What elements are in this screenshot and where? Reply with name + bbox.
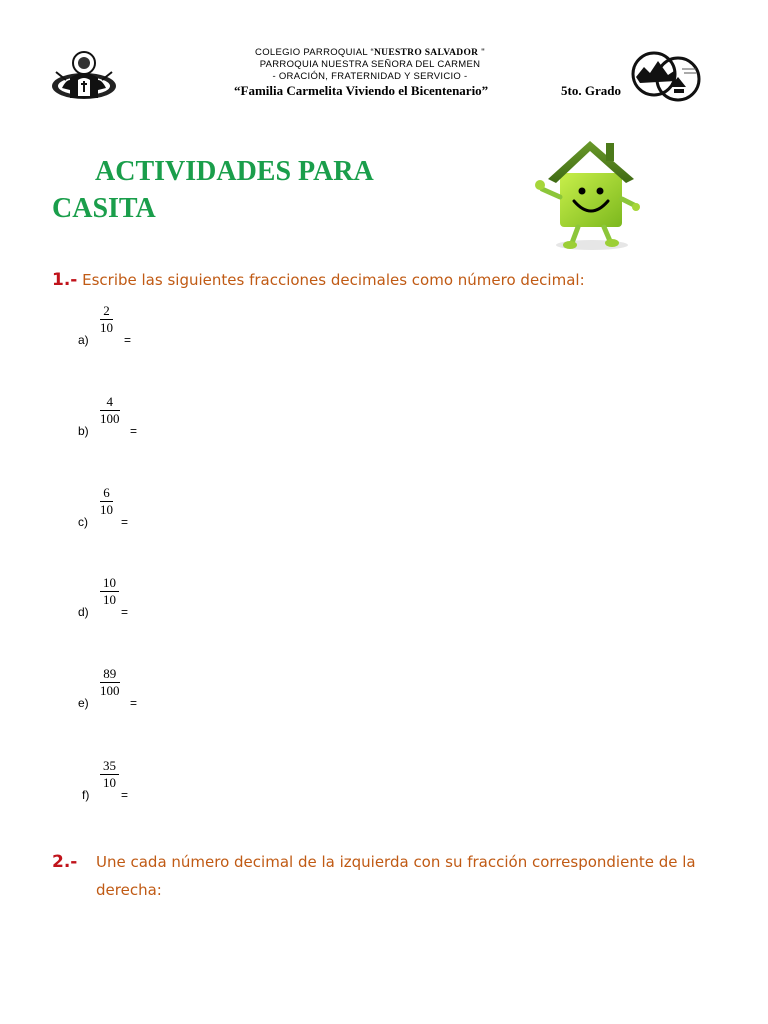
equals-sign: = [130, 696, 138, 710]
fraction [100, 758, 119, 790]
item-label: e) [78, 696, 89, 710]
fraction [100, 575, 119, 607]
numerator: 10 [100, 575, 119, 592]
question-2-number: 2.- [52, 852, 78, 872]
fraction [100, 485, 113, 517]
question-2-text: Une cada número decimal de la izquierda con su fracción correspondiente de la derecha: [96, 853, 696, 899]
equals-sign: = [121, 605, 129, 619]
item-label: f) [82, 788, 90, 802]
equals-sign: = [121, 788, 129, 802]
smiling-house-mascot-icon [530, 135, 645, 253]
numerator: 35 [100, 758, 119, 775]
header-school-name [190, 47, 550, 59]
denominator: 10 [100, 320, 113, 335]
numerator: 4 [100, 394, 120, 411]
header-school-prefix: COLEGIO PARROQUIAL “ [255, 47, 374, 58]
denominator: 100 [100, 411, 120, 426]
title-line-2: CASITA [52, 193, 156, 224]
title-line-1: ACTIVIDADES PARA [95, 156, 374, 187]
right-logo [630, 47, 702, 103]
question-2 [52, 848, 732, 899]
fraction [100, 303, 113, 335]
item-label: d) [78, 605, 89, 619]
header-school-title: NUESTRO SALVADOR [374, 48, 479, 58]
numerator: 2 [100, 303, 113, 320]
header-values: - ORACIÓN, FRATERNIDAD Y SERVICIO - [272, 71, 468, 82]
numerator: 89 [100, 666, 120, 683]
school-seal-icon [630, 47, 702, 103]
fraction [100, 394, 120, 426]
denominator: 100 [100, 683, 120, 698]
item-label: b) [78, 424, 89, 438]
header-school-suffix: " [478, 47, 485, 58]
fraction [100, 666, 120, 698]
header-motto: “Familia Carmelita Viviendo el Bicentenario” [234, 83, 489, 98]
question-1 [52, 270, 585, 290]
item-label: c) [78, 515, 88, 529]
parish-saint-emblem-icon [48, 46, 120, 102]
house-illustration [530, 135, 645, 253]
numerator: 6 [100, 485, 113, 502]
denominator: 10 [100, 502, 113, 517]
equals-sign: = [124, 333, 132, 347]
denominator: 10 [103, 775, 116, 790]
equals-sign: = [121, 515, 129, 529]
header-grade: 5to. Grado [561, 83, 621, 98]
equals-sign: = [130, 424, 138, 438]
item-label: a) [78, 333, 89, 347]
header-parish: PARROQUIA NUESTRA SEÑORA DEL CARMEN [259, 59, 481, 70]
question-1-number: 1.- [52, 270, 78, 290]
question-1-text: Escribe las siguientes fracciones decimales como número decimal: [82, 271, 585, 289]
left-logo [48, 46, 120, 102]
denominator: 10 [103, 592, 116, 607]
